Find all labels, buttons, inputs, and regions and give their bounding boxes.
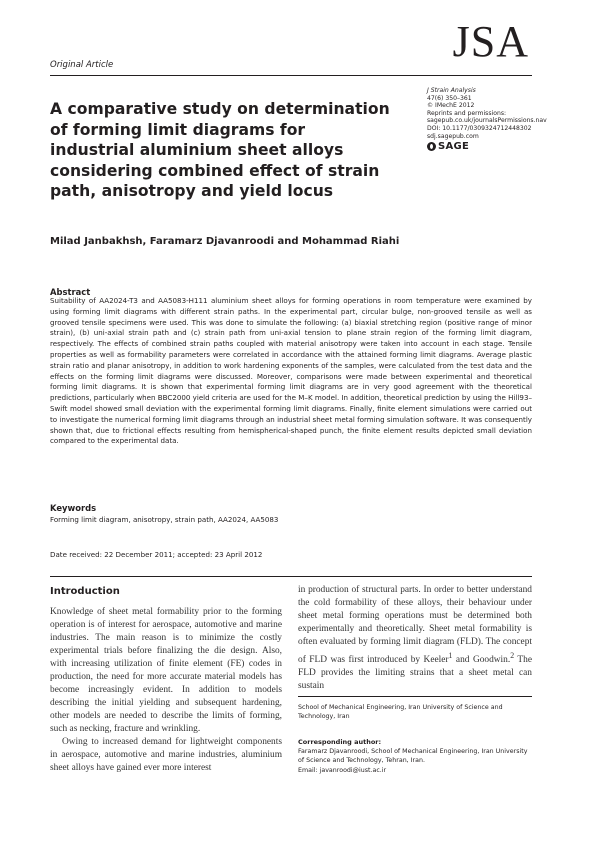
intro-paragraph-continued	[298, 584, 532, 693]
intro-text-part-1: in production of structural parts. In order to better understand the cold formability of these alloys, their behaviour under sheet metal forming operations must be determined both experimentally and theoretically. Sheet metal formability is often evaluated by forming limit diagram (FLD). The concept of FLD was first introduced by Keeler	[298, 585, 532, 666]
abstract-text: Suitability of AA2024-T3 and AA5083-H111 aluminium sheet alloys for forming operations in room temperature were examined by using forming limit diagrams with different strain paths. In the experimental part, circular bulge, non-grooved tensile as well as grooved tensile specimens were used. This was done to simulate the following: (a) biaxial stretching region (positive range of minor strain), (b) uni-axial strain path and (c) strain path from uni-axial tension to plane strain region of the forming limit diagram, respectively. The effects of combined strain paths coupled with material anisotropy were taken into account in each stage. Tensile properties as well as formability parameters were correlated in accordance with the attained forming limit diagrams. Average plastic strain ratio and planar anisotropy, in addition to work hardening exponents of the samples, were calculated from the test data and the effects on the forming limit diagrams were discussed. Moreover, comparisons were made between experimental and theoretical forming limit diagrams. It is shown that experimental forming limit diagrams are in very good agreement with the theoretical predictions, particularly when BBC2000 yield criteria are used for the M–K model. In addition, theoretical prediction by using the Hill93–Swift model showed small deviation with the experimental forming limit diagrams. Finally, finite element simulations were carried out to investigate the numerical forming limit diagrams through an industrial sheet metal forming simulation software. It was consequently shown that, due to frictional effects resulting from hemispherical-shaped punch, the finite element results depicted small deviation compared to the experimental data.	[50, 296, 532, 446]
header-rule	[50, 75, 532, 76]
authors: Milad Janbakhsh, Faramarz Djavanroodi and Mohammad Riahi	[50, 236, 400, 247]
corresponding-author-email[interactable]: Email: javanroodi@iust.ac.ir	[298, 766, 387, 774]
dates: Date received: 22 December 2011; accepted: 23 April 2012	[50, 550, 263, 559]
section-divider	[50, 576, 532, 577]
intro-paragraph-2: Owing to increased demand for lightweight components in aerospace, automotive and marine industries, aluminium sheet alloys have gained ever more interest	[50, 737, 282, 773]
article-type: Original Article	[50, 60, 114, 70]
abstract-heading: Abstract	[50, 287, 91, 297]
journal-volume: 47(6) 350–361	[427, 94, 472, 102]
keywords-text: Forming limit diagram, anisotropy, strain path, AA2024, AA5083	[50, 515, 279, 524]
sage-logo	[427, 142, 547, 151]
footnote-rule	[298, 696, 532, 697]
body-column-right	[298, 584, 532, 693]
corresponding-author-heading: Corresponding author:	[298, 738, 382, 746]
sage-icon	[427, 142, 436, 151]
reprints-label: Reprints and permissions:	[427, 109, 507, 117]
citation-2[interactable]: 2	[510, 651, 515, 660]
journal-info	[427, 87, 547, 151]
article-title: A comparative study on determination of forming limit diagrams for industrial aluminium sheet alloys considering combined effect of strain path, anisotropy and yield locus	[50, 100, 390, 200]
affiliation: School of Mechanical Engineering, Iran University of Science and Technology, Iran	[298, 704, 503, 721]
intro-paragraph-1: Knowledge of sheet metal formability prior to the forming operation is of interest for aerospace, automotive and marine industries. The main reason is to minimize the costly experimental trials before finalizing the die design. Also, with increasing utilization of finite element (FE) codes in production, the need for more accurate material models has become increasingly evident. In addition to models describing the initial yielding and subsequent hardening, other models are needed to describe the limits of forming, such as necking, fracture and wrinkling.	[50, 607, 282, 734]
copyright: © IMechE 2012	[427, 102, 475, 110]
doi[interactable]: DOI: 10.1177/0309324712448302	[427, 124, 532, 132]
intro-text-part-3: The FLD provides the limiting strains that a sheet metal can sustain	[298, 655, 532, 692]
body-column-left	[50, 606, 282, 775]
journal-logo: JSA	[452, 17, 529, 66]
citation-1[interactable]: 1	[448, 651, 453, 660]
permissions-link[interactable]: sagepub.co.uk/journalsPermissions.nav	[427, 117, 547, 125]
intro-text-part-2: and Goodwin.	[452, 655, 511, 666]
journal-name: J Strain Analysis	[427, 87, 476, 94]
publisher-name: SAGE	[438, 140, 470, 152]
introduction-heading: Introduction	[50, 586, 120, 597]
corresponding-author	[298, 747, 532, 775]
corresponding-author-details: Faramarz Djavanroodi, School of Mechanical Engineering, Iran University of Science and Technology, Tehran, Iran.	[298, 748, 528, 765]
journal-url[interactable]: sdj.sagepub.com	[427, 132, 479, 140]
keywords-heading: Keywords	[50, 503, 97, 513]
